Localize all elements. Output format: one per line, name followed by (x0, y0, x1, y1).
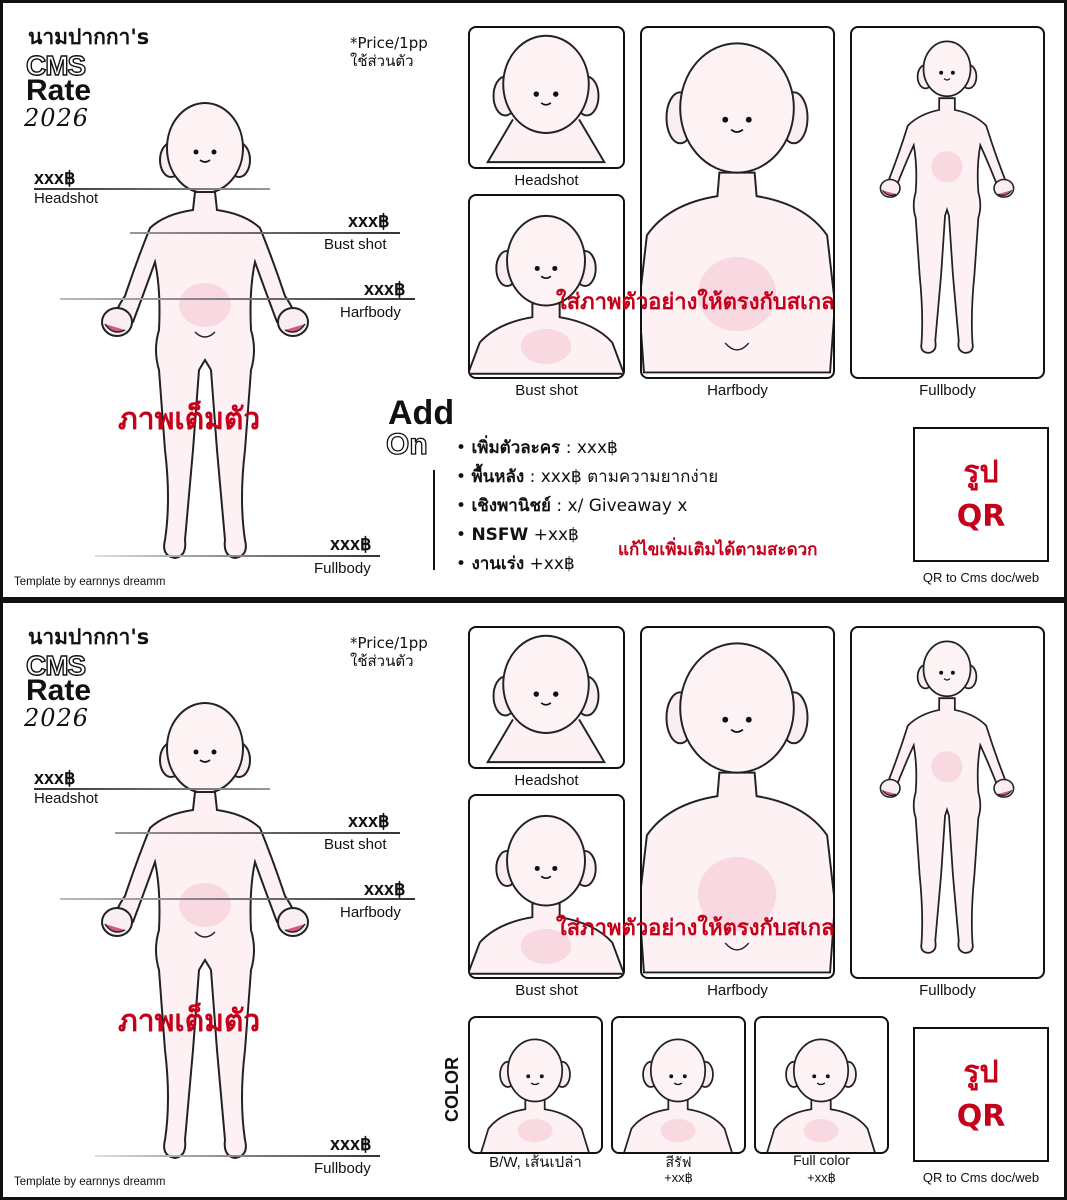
rate-title: Rate (26, 74, 92, 107)
addon-item: • เชิงพานิชย์ : x/ Giveaway x (456, 496, 688, 516)
brand-name: นามปากกา's (28, 625, 150, 649)
addon-item: • เพิ่มตัวละคร : xxx฿ (456, 438, 618, 458)
color-option-rough-price: +xx฿ (664, 1170, 693, 1185)
fullbody-thumb (850, 626, 1045, 979)
addon-item: • งานเร่ง +xx฿ (456, 554, 575, 574)
headshot-price: xxx฿ (34, 168, 76, 188)
year-title: 2026 (24, 104, 90, 132)
addon-title: Add (388, 394, 455, 432)
fullbody-price: xxx฿ (330, 534, 372, 554)
scale-figure (0, 0, 420, 600)
price-note-line: *Price/1pp (350, 34, 428, 52)
bust-caption: Bust shot (515, 382, 578, 399)
brand-name: นามปากกา's (28, 25, 150, 49)
headshot-caption: Headshot (514, 772, 579, 789)
qr-text: รูป (963, 454, 999, 490)
bust-scale-line (115, 832, 400, 834)
fullbody-placeholder-label: ภาพเต็มตัว (118, 1004, 261, 1039)
price-note-line: ใช้ส่วนตัว (350, 652, 414, 670)
qr-caption: QR to Cms doc/web (922, 1170, 1040, 1185)
color-option-rough-thumb (611, 1016, 746, 1154)
harfbody-thumb (640, 26, 835, 379)
addon-item: • NSFW +xx฿ (456, 525, 579, 545)
color-option-rough-caption: สีรัฟ (665, 1154, 692, 1170)
bust-label: Bust shot (324, 236, 387, 253)
fullbody-label: Fullbody (314, 1160, 371, 1177)
harfbody-caption: Harfbody (707, 982, 768, 999)
harfbody-scale-line (60, 298, 415, 300)
qr-text: QR (956, 1098, 1006, 1134)
template-credit: Template by earnnys dreamm (14, 1176, 166, 1188)
fullbody-price: xxx฿ (330, 1134, 372, 1154)
fullbody-caption: Fullbody (919, 982, 976, 999)
edit-note: แก้ไขเพิ่มเติมได้ตามสะดวก (618, 540, 818, 560)
year-title: 2026 (24, 704, 90, 732)
template-credit: Template by earnnys dreamm (14, 576, 166, 588)
color-option-bw-caption: B/W, เส้นเปล่า (489, 1154, 582, 1171)
fullbody-label: Fullbody (314, 560, 371, 577)
qr-placeholder (913, 427, 1049, 562)
qr-text: รูป (963, 1054, 999, 1090)
harfbody-scale-line (60, 898, 415, 900)
qr-placeholder (913, 1027, 1049, 1162)
addon-subtitle: On (386, 428, 428, 461)
color-section-label: COLOR (442, 1057, 462, 1122)
scale-figure (0, 600, 420, 1200)
bust-scale-line (130, 232, 400, 234)
qr-caption: QR to Cms doc/web (922, 570, 1040, 585)
price-note-line: ใช้ส่วนตัว (350, 52, 414, 70)
harfbody-price: xxx฿ (364, 879, 406, 899)
harfbody-price: xxx฿ (364, 279, 406, 299)
bust-price: xxx฿ (348, 211, 390, 231)
cms-title: CMS (26, 650, 86, 681)
color-option-full-caption: Full color (793, 1152, 850, 1168)
cms-title: CMS (26, 50, 86, 81)
color-option-bw-thumb (468, 1016, 603, 1154)
harfbody-label: Harfbody (340, 304, 401, 321)
bust-label: Bust shot (324, 836, 387, 853)
qr-text: QR (956, 498, 1006, 534)
sample-scale-note: ใส่ภาพตัวอย่างให้ตรงกับสเกล (556, 916, 835, 941)
headshot-label: Headshot (34, 790, 99, 807)
panel-divider (0, 597, 1067, 603)
headshot-label: Headshot (34, 190, 99, 207)
bust-thumb (468, 794, 625, 979)
color-option-full-price: +xx฿ (807, 1170, 836, 1185)
headshot-price: xxx฿ (34, 768, 76, 788)
fullbody-caption: Fullbody (919, 382, 976, 399)
bust-caption: Bust shot (515, 982, 578, 999)
sample-scale-note: ใส่ภาพตัวอย่างให้ตรงกับสเกล (556, 290, 835, 315)
fullbody-scale-line (95, 1155, 380, 1157)
headshot-thumb (468, 626, 625, 769)
rate-card-panel-bottom (0, 600, 1067, 1200)
rate-title: Rate (26, 674, 92, 707)
color-option-full-thumb (754, 1016, 889, 1154)
headshot-thumb (468, 26, 625, 169)
headshot-caption: Headshot (514, 172, 579, 189)
addon-item: • พื้นหลัง : xxx฿ ตามความยากง่าย (456, 467, 719, 487)
price-note-line: *Price/1pp (350, 634, 428, 652)
harfbody-caption: Harfbody (707, 382, 768, 399)
bust-price: xxx฿ (348, 811, 390, 831)
fullbody-scale-line (95, 555, 380, 557)
fullbody-placeholder-label: ภาพเต็มตัว (118, 402, 261, 437)
addon-divider (433, 470, 435, 570)
harfbody-label: Harfbody (340, 904, 401, 921)
fullbody-thumb (850, 26, 1045, 379)
